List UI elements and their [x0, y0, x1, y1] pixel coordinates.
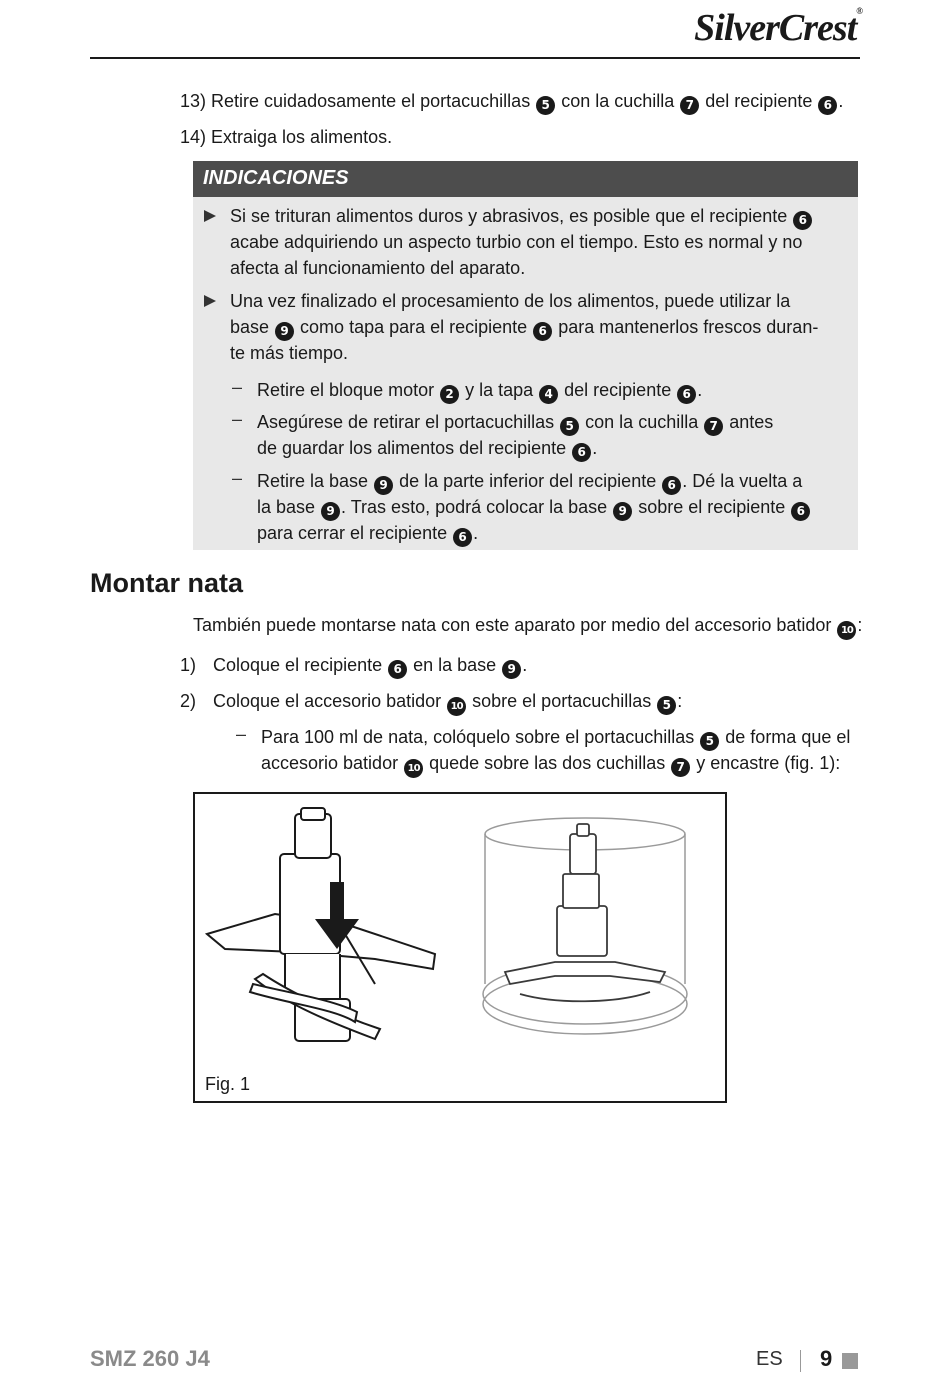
- dash-marker: –: [232, 468, 243, 488]
- note-1-line-2: acabe adquiriendo un aspecto turbio con el tiempo. Esto es normal y no: [230, 232, 803, 252]
- bullet-arrow-icon: [204, 295, 216, 307]
- blade-assembly-illustration: [195, 794, 725, 1101]
- page-number: 9: [820, 1346, 833, 1371]
- step-13: 13) Retire cuidadosamente el portacuchillas 5 con la cuchilla 7 del recipiente 6 .: [180, 88, 843, 115]
- ref-number: 6: [818, 96, 837, 115]
- note-2-line-2: base 9 como tapa para el recipiente 6 para mantenerlos frescos duran-: [230, 314, 818, 341]
- step-2: Coloque el accesorio batidor 10 sobre el portacuchillas 5 :: [213, 688, 682, 716]
- sub-step-line-2: accesorio batidor 10 quede sobre las dos cuchillas 7 y encastre (fig. 1):: [261, 750, 840, 778]
- footer-separator: [800, 1350, 801, 1372]
- step-1-number: 1): [180, 655, 197, 675]
- dash-marker: –: [232, 377, 243, 397]
- blade-holder-drawing: [505, 824, 665, 1001]
- note-dash-3-line-1: Retire la base 9 de la parte inferior del recipiente 6 . Dé la vuelta a: [257, 468, 802, 495]
- note-dash-2-line-1: Asegúrese de retirar el portacuchillas 5 con la cuchilla 7 antes: [257, 409, 773, 436]
- step-14: 14) Extraiga los alimentos.: [180, 127, 393, 147]
- ref-number: 5: [536, 96, 555, 115]
- figure-label: Fig. 1: [205, 1074, 251, 1094]
- notes-title: INDICACIONES: [203, 167, 349, 189]
- section-title: Montar nata: [90, 568, 244, 598]
- brand-logo: SilverCrest®: [694, 6, 862, 49]
- note-dash-1: Retire el bloque motor 2 y la tapa 4 del recipiente 6 .: [257, 377, 702, 404]
- note-1-line-3: afecta al funcionamiento del aparato.: [230, 258, 526, 278]
- note-2-line-3: te más tiempo.: [230, 343, 349, 363]
- header-rule: [90, 57, 860, 59]
- page-marker-square: [842, 1353, 858, 1369]
- step-1: Coloque el recipiente 6 en la base 9 .: [213, 652, 527, 679]
- dash-marker: –: [236, 724, 247, 744]
- note-dash-3-line-2: la base 9 . Tras esto, podrá colocar la base 9 sobre el recipiente 6: [257, 494, 811, 521]
- note-2-line-1: Una vez finalizado el procesamiento de los alimentos, puede utilizar la: [230, 291, 791, 311]
- figure-1: [193, 792, 727, 1103]
- note-1-line-1: Si se trituran alimentos duros y abrasivos, es posible que el recipiente 6: [230, 203, 813, 230]
- dash-marker: –: [232, 409, 243, 429]
- note-dash-2-line-2: de guardar los alimentos del recipiente 6 .: [257, 435, 597, 462]
- step-2-number: 2): [180, 691, 197, 711]
- bullet-arrow-icon: [204, 210, 216, 222]
- note-dash-3-line-3: para cerrar el recipiente 6 .: [257, 520, 478, 547]
- footer-language: ES: [756, 1348, 783, 1370]
- sub-step-line-1: Para 100 ml de nata, colóquelo sobre el portacuchillas 5 de forma que el: [261, 724, 850, 751]
- footer-model: SMZ 260 J4: [90, 1346, 210, 1371]
- section-intro: También puede montarse nata con este aparato por medio del accesorio batidor 10 :: [193, 612, 862, 640]
- ref-number: 7: [680, 96, 699, 115]
- notes-header: [193, 161, 858, 197]
